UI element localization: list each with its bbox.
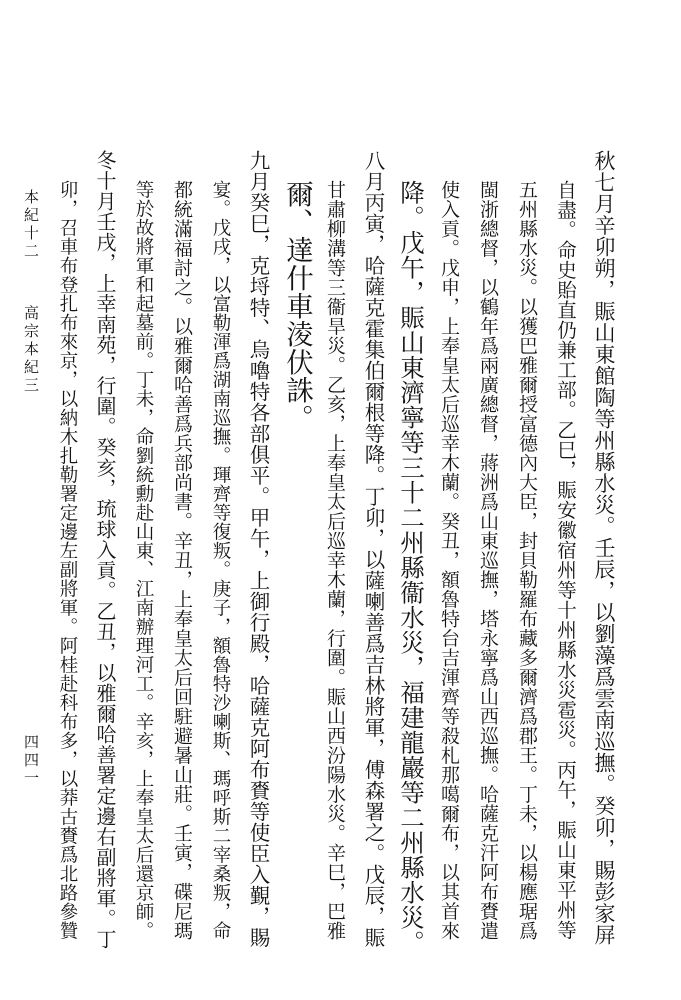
text-column-1: 秋七月辛卯朔，賑山東館陶等州縣水災。壬辰，以劉藻爲雲南巡撫。癸卯，賜彭家屏 bbox=[592, 150, 616, 946]
text-column-9: 爾、達什車淩伏誅。 bbox=[281, 180, 313, 432]
text-column-13: 等於故將軍和起墓前。丁未，命劉統勳赴山東、江南辦理河工。辛亥，上奉皇太后還京師。 bbox=[133, 180, 154, 940]
text-column-12: 都統滿福討之。以雅爾哈善爲兵部尚書。辛丑，上奉皇太后回駐避暑山莊。壬寅，碟尼瑪 bbox=[171, 180, 193, 941]
text-column-4: 閩浙總督，以鶴年爲兩廣總督，蔣洲爲山東巡撫，塔永寧爲山西巡撫。哈薩克汗阿布賚遣 bbox=[477, 180, 499, 941]
running-header-chapter: 本紀十二 bbox=[22, 189, 40, 261]
text-column-11: 宴。戊戌，以富勒渾爲湖南巡撫。琿齊等復叛。庚子，額魯特沙喇斯、瑪呼斯二宰桑叛，命 bbox=[210, 180, 231, 940]
text-column-3: 五州縣水災。以獲巴雅爾授富德內大臣，封貝勒羅布藏多爾濟爲郡王。丁未，以楊應琚爲 bbox=[516, 180, 538, 941]
running-header-section: 高宗本紀三 bbox=[22, 305, 40, 395]
text-column-15: 卯，召車布登扎布來京，以納木扎勒署定邊左副將軍。阿桂赴科布多，以莽古賚爲北路參贊 bbox=[57, 180, 78, 940]
text-column-6: 降。戊午，賑山東濟寧等三十二州縣衞水災，福建龍巖等二州縣水災。 bbox=[397, 180, 426, 955]
page-number: 四四一 bbox=[22, 734, 40, 788]
text-column-7: 八月丙寅，哈薩克霍集伯爾根等降。丁卯，以薩喇善爲吉林將軍，傅森署之。戊辰，賑 bbox=[361, 150, 385, 948]
text-column-8: 甘肅柳溝等三衞旱災。乙亥，上奉皇太后巡幸木蘭，行圍。賑山西汾陽水災。辛巳，巴雅 bbox=[324, 180, 346, 941]
text-column-14: 冬十月壬戌，上幸南苑，行圍。癸亥，琉球入貢。乙丑，以雅爾哈善署定邊右副將軍。丁 bbox=[93, 150, 117, 950]
text-column-5: 使入貢。戊申，上奉皇太后巡幸木蘭。癸丑，額魯特台吉渾齊等殺札那噶爾布，以其首來 bbox=[438, 180, 460, 941]
text-column-2: 自盡。命史貽直仍兼工部。乙巳，賑安徽宿州等十州縣水災雹災。丙午，賑山東平州等 bbox=[554, 180, 577, 940]
text-column-10: 九月癸巳，克埒特、烏嚕特各部俱平。甲午，上御行殿，哈薩克阿布賚等使臣入覲，賜 bbox=[246, 150, 270, 948]
